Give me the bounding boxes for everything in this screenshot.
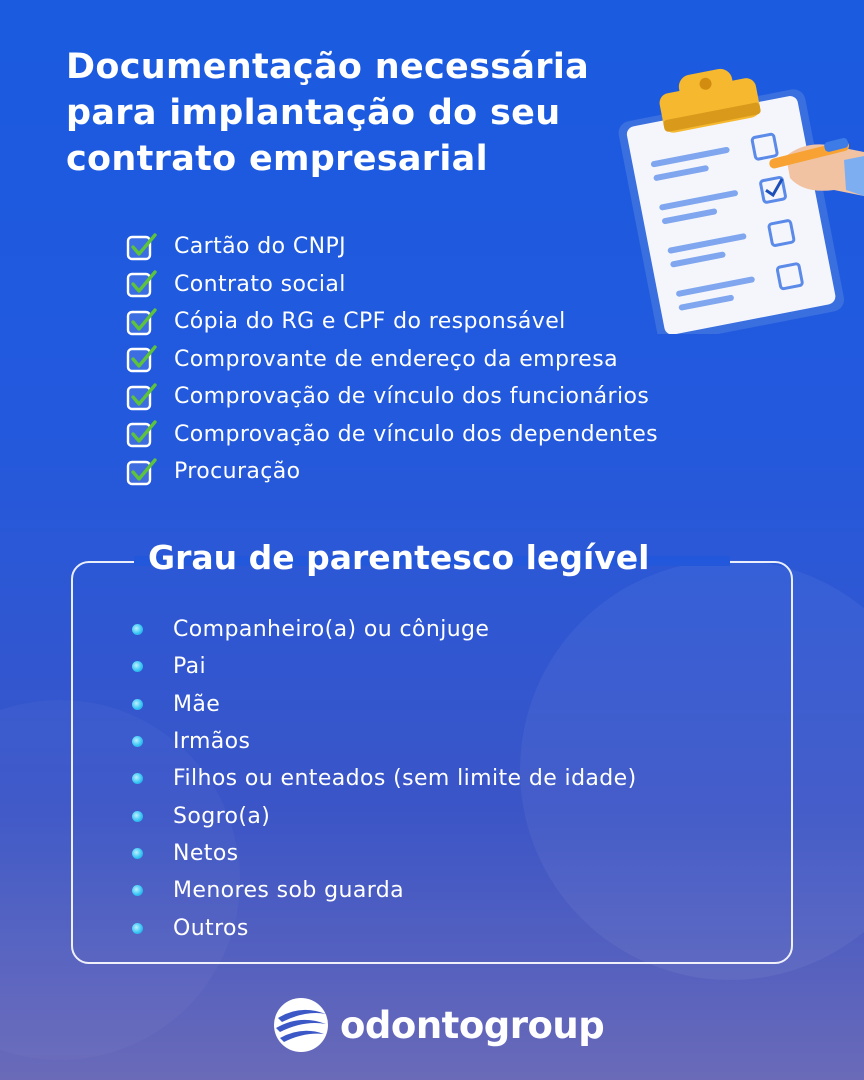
checkbox-checked-icon bbox=[126, 456, 158, 488]
kinship-label: Companheiro(a) ou cônjuge bbox=[173, 617, 490, 643]
kinship-label: Netos bbox=[173, 840, 239, 866]
bullet-dot-icon bbox=[132, 848, 143, 859]
bullet-dot-icon bbox=[132, 923, 143, 934]
kinship-item bbox=[132, 648, 637, 685]
bullet-dot-icon bbox=[132, 885, 143, 896]
document-item bbox=[126, 303, 658, 341]
kinship-label: Filhos ou enteados (sem limite de idade) bbox=[173, 766, 637, 792]
checkbox-checked-icon bbox=[126, 268, 158, 300]
document-label: Comprovação de vínculo dos funcionários bbox=[174, 384, 650, 410]
kinship-item bbox=[132, 611, 637, 648]
page-title bbox=[66, 44, 626, 182]
document-item bbox=[126, 378, 658, 416]
document-label: Comprovante de endereço da empresa bbox=[174, 346, 618, 372]
document-label: Contrato social bbox=[174, 271, 346, 297]
bullet-dot-icon bbox=[132, 624, 143, 635]
document-item bbox=[126, 266, 658, 304]
kinship-label: Sogro(a) bbox=[173, 803, 271, 829]
document-item bbox=[126, 453, 658, 491]
bullet-dot-icon bbox=[132, 811, 143, 822]
kinship-label: Menores sob guarda bbox=[173, 878, 405, 904]
kinship-label: Outros bbox=[173, 915, 249, 941]
bullet-dot-icon bbox=[132, 661, 143, 672]
kinship-list bbox=[132, 611, 637, 947]
document-label: Cópia do RG e CPF do responsável bbox=[174, 309, 566, 335]
document-item bbox=[126, 416, 658, 454]
kinship-item bbox=[132, 835, 637, 872]
kinship-item bbox=[132, 723, 637, 760]
checkbox-checked-icon bbox=[126, 381, 158, 413]
checkbox-checked-icon bbox=[126, 418, 158, 450]
brand-logo bbox=[272, 996, 604, 1054]
checkbox-checked-icon bbox=[126, 343, 158, 375]
bullet-dot-icon bbox=[132, 736, 143, 747]
document-item bbox=[126, 341, 658, 379]
checkbox-checked-icon bbox=[126, 306, 158, 338]
brand-name: odontogroup bbox=[340, 1003, 605, 1047]
odontogroup-logo-icon bbox=[272, 996, 330, 1054]
document-label: Procuração bbox=[174, 459, 301, 485]
bullet-dot-icon bbox=[132, 773, 143, 784]
kinship-label: Irmãos bbox=[173, 729, 251, 755]
kinship-item bbox=[132, 909, 637, 946]
title-line: Documentação necessária bbox=[66, 47, 590, 87]
kinship-item bbox=[132, 872, 637, 909]
document-label: Cartão do CNPJ bbox=[174, 234, 347, 260]
kinship-title: Grau de parentesco legível bbox=[148, 538, 650, 577]
checkbox-checked-icon bbox=[126, 231, 158, 263]
kinship-item bbox=[132, 686, 637, 723]
document-item bbox=[126, 228, 658, 266]
kinship-item bbox=[132, 760, 637, 797]
kinship-label: Mãe bbox=[173, 691, 221, 717]
kinship-label: Pai bbox=[173, 654, 207, 680]
title-line: para implantação do seu bbox=[66, 93, 561, 133]
document-label: Comprovação de vínculo dos dependentes bbox=[174, 421, 659, 447]
kinship-item bbox=[132, 797, 637, 834]
documents-checklist bbox=[126, 228, 658, 491]
bullet-dot-icon bbox=[132, 699, 143, 710]
title-line: contrato empresarial bbox=[66, 139, 488, 179]
